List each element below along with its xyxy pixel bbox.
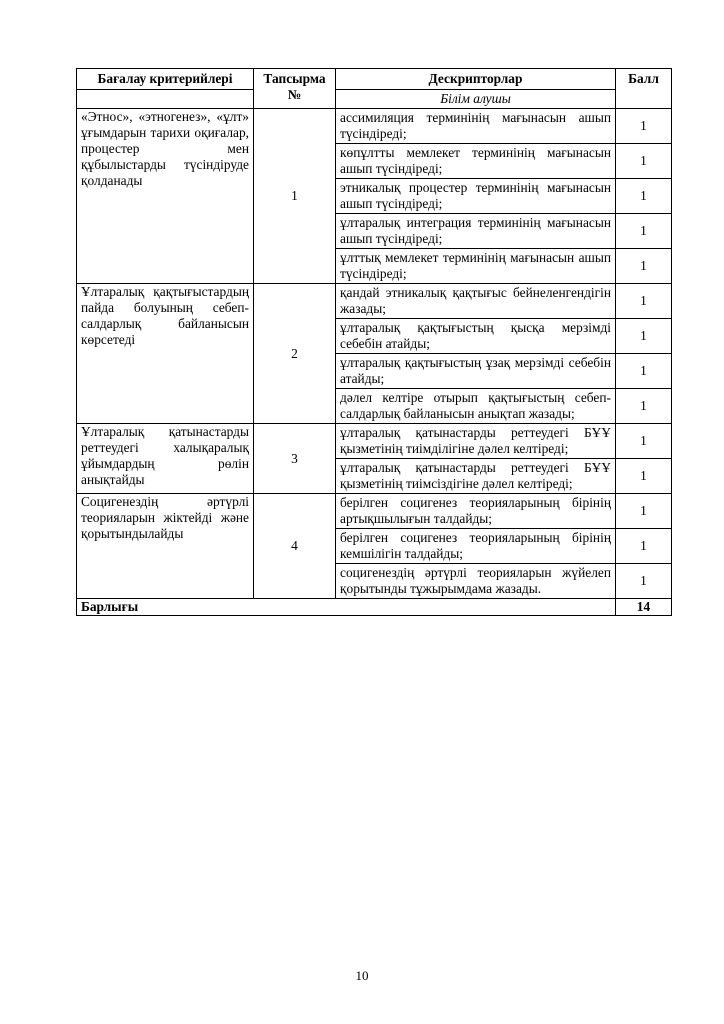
- assessment-table-container: [76, 68, 671, 616]
- total-label: Барлығы: [77, 599, 616, 616]
- task-number-cell: 2: [254, 284, 336, 424]
- descriptor-cell: ұлтаралық қақтығыстың ұзақ мерзімді себебін атайды;: [336, 354, 616, 389]
- header-criteria: Бағалау критерийлері: [77, 69, 254, 90]
- assessment-table-body: [77, 109, 672, 599]
- descriptor-cell: дәлел келтіре отырып қақтығыстың себеп-салдарлық байланысын анықтап жазады;: [336, 389, 616, 424]
- task-number-cell: 4: [254, 494, 336, 599]
- descriptor-cell: берілген социгенез теорияларының бірінің артықшылығын талдайды;: [336, 494, 616, 529]
- descriptor-cell: берілген социгенез теорияларының бірінің кемшілігін талдайды;: [336, 529, 616, 564]
- score-cell: 1: [616, 249, 672, 284]
- total-value: 14: [616, 599, 672, 616]
- score-cell: 1: [616, 109, 672, 144]
- descriptor-cell: көпұлтты мемлекет терминінің мағынасын ашып түсіндіреді;: [336, 144, 616, 179]
- descriptor-cell: этникалық процестер терминінің мағынасын ашып түсіндіреді;: [336, 179, 616, 214]
- descriptor-cell: ұлтаралық қатынастарды реттеудегі БҰҰ қызметінің тиімділігіне дәлел келтіреді;: [336, 424, 616, 459]
- score-cell: 1: [616, 354, 672, 389]
- table-row: [77, 284, 672, 319]
- descriptor-cell: қандай этникалық қақтығыс бейнеленгендігін жазады;: [336, 284, 616, 319]
- score-cell: 1: [616, 144, 672, 179]
- descriptor-cell: ұлтаралық қатынастарды реттеудегі БҰҰ қызметінің тиімсіздігіне дәлел келтіреді;: [336, 459, 616, 494]
- score-cell: 1: [616, 284, 672, 319]
- score-cell: 1: [616, 564, 672, 599]
- score-cell: 1: [616, 389, 672, 424]
- assessment-table: [76, 68, 672, 616]
- score-cell: 1: [616, 459, 672, 494]
- score-cell: 1: [616, 529, 672, 564]
- score-cell: 1: [616, 494, 672, 529]
- descriptor-cell: ұлтаралық интеграция терминінің мағынасын ашып түсіндіреді;: [336, 214, 616, 249]
- table-row: [77, 424, 672, 459]
- descriptor-cell: социгенездің әртүрлі теорияларын жүйелеп қорытынды тұжырымдама жазады.: [336, 564, 616, 599]
- header-task: Тапсырма №: [254, 69, 336, 109]
- header-descriptors: Дескрипторлар: [336, 69, 616, 90]
- table-row: [77, 109, 672, 144]
- criterion-cell: Ұлтаралық қақтығыстардың пайда болуының себеп-салдарлық байланысын көрсетеді: [77, 284, 254, 424]
- score-cell: 1: [616, 424, 672, 459]
- descriptor-cell: ұлттық мемлекет терминінің мағынасын ашып түсіндіреді;: [336, 249, 616, 284]
- score-cell: 1: [616, 319, 672, 354]
- header-criteria-blank: [77, 90, 254, 109]
- descriptor-cell: ассимиляция терминінің мағынасын ашып түсіндіреді;: [336, 109, 616, 144]
- criterion-cell: Социгенездің әртүрлі теорияларын жіктейді және қорытындылайды: [77, 494, 254, 599]
- header-subheader: Білім алушы: [336, 90, 616, 109]
- score-cell: 1: [616, 214, 672, 249]
- task-number-cell: 1: [254, 109, 336, 284]
- table-row: [77, 494, 672, 529]
- criterion-cell: Ұлтаралық қатынастарды реттеудегі халықаралық ұйымдардың рөлін анықтайды: [77, 424, 254, 494]
- score-cell: 1: [616, 179, 672, 214]
- page-number: 10: [355, 968, 369, 983]
- task-number-cell: 3: [254, 424, 336, 494]
- header-score: Балл: [616, 69, 672, 109]
- criterion-cell: «Этнос», «этногенез», «ұлт» ұғымдарын тарихи оқиғалар, процестер мен құбылыстарды түсіндіруде қолданады: [77, 109, 254, 284]
- descriptor-cell: ұлтаралық қақтығыстың қысқа мерзімді себебін атайды;: [336, 319, 616, 354]
